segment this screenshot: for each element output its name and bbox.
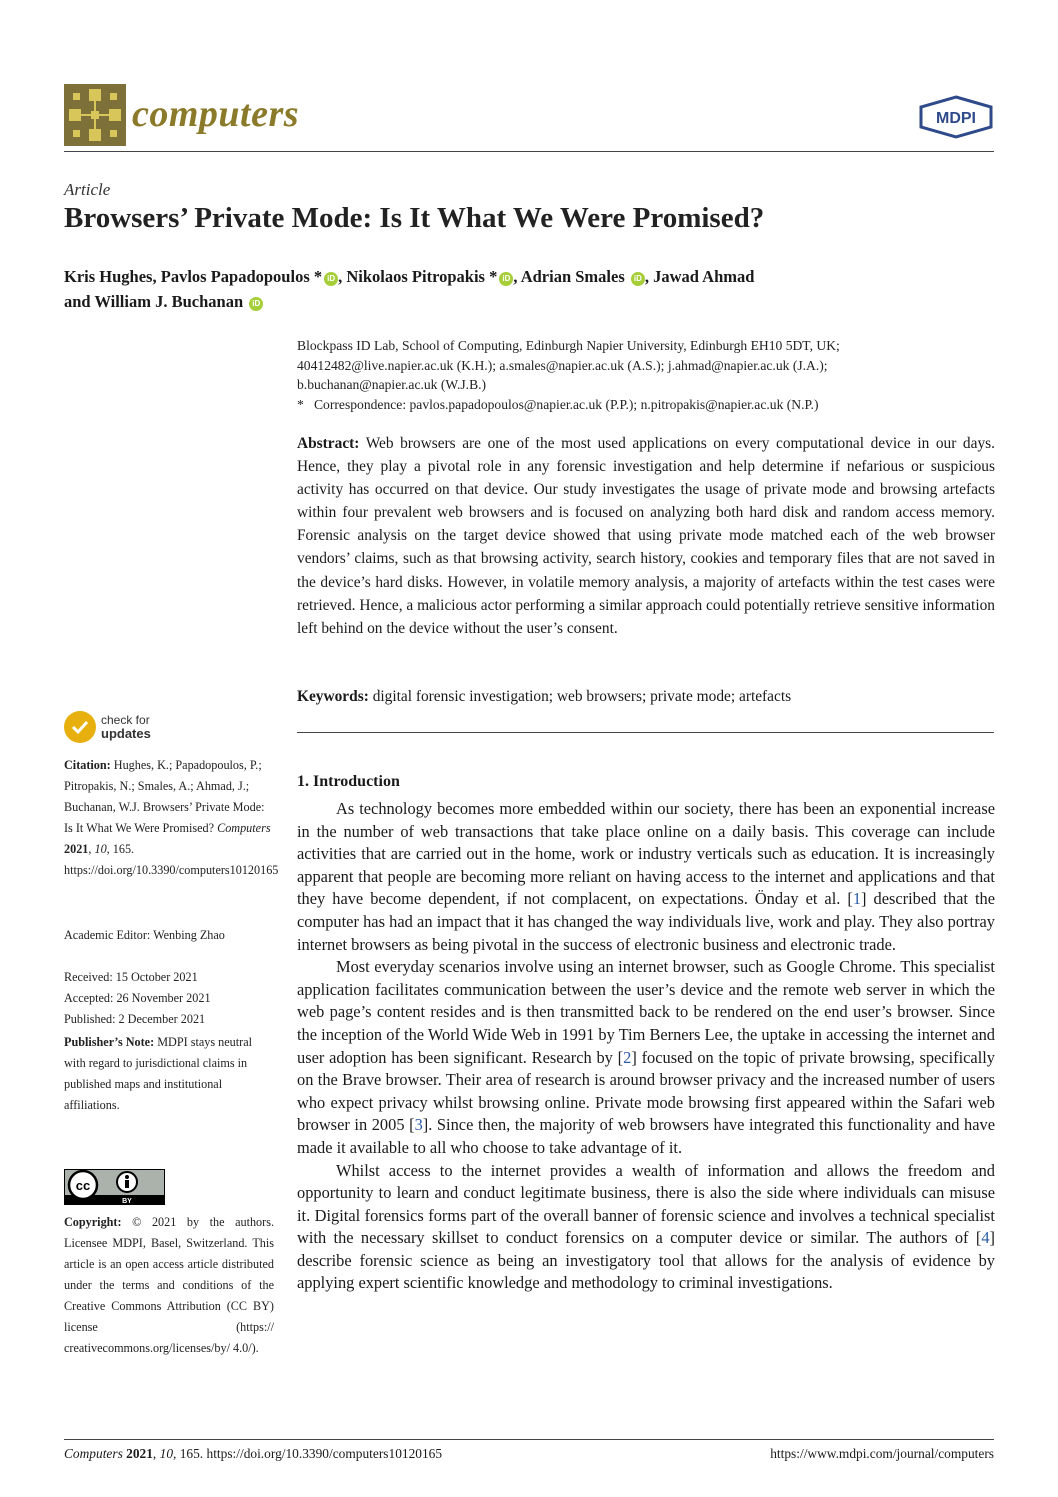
citation-year: 2021 [64, 842, 89, 856]
cc-by-label: BY [122, 1198, 132, 1205]
author-name[interactable]: Jawad Ahmad [653, 267, 755, 286]
journal-name: computers [132, 93, 300, 135]
author-name[interactable]: Pavlos Papadopoulos [160, 267, 310, 286]
section-heading: 1. Introduction [297, 773, 400, 790]
check-for-updates-button[interactable] [64, 711, 204, 747]
orcid-icon[interactable]: iD [249, 297, 263, 311]
orcid-icon[interactable]: iD [324, 272, 338, 286]
citation-block: Citation: Hughes, K.; Papadopoulos, P.; Pitropakis, N.; Smales, A.; Ahmad, J.; Buchanan, W.J. Browsers’ Private Mode: Is It What We Were Promised? Computers 2021, 10, 165. https://doi.org/10.3390/computers10120165 [64, 758, 279, 877]
svg-text:cc: cc [75, 1178, 91, 1193]
copyright-label: Copyright: [64, 1215, 122, 1229]
footer-journal-url[interactable]: https://www.mdpi.com/journal/computers [770, 1446, 994, 1461]
journal-logo [64, 84, 126, 146]
citation-doi[interactable]: , 165. https://doi.org/10.3390/computers10120165 [64, 842, 279, 877]
body-text [297, 798, 995, 1295]
citation-text: Hughes, K.; Papadopoulos, P.; Pitropakis, N.; Smales, A.; Ahmad, J.; Buchanan, W.J. Browsers’ Private Mode: Is It What We Were Promised? [64, 758, 265, 835]
paragraph [297, 956, 995, 1159]
abstract-label: Abstract: [297, 435, 360, 452]
orcid-icon[interactable]: iD [631, 272, 645, 286]
accepted-date: Accepted: 26 November 2021 [64, 991, 211, 1005]
footer-volume: 10 [159, 1446, 174, 1461]
section-rule [297, 732, 994, 733]
affiliation-line: Blockpass ID Lab, School of Computing, Edinburgh Napier University, Edinburgh EH10 5DT, UK; [297, 338, 840, 353]
abstract [297, 432, 995, 640]
publisher-note-text: MDPI stays neutral with regard to jurisdictional claims in published maps and institutional affiliations. [64, 1035, 252, 1112]
author-name[interactable]: Kris Hughes [64, 267, 153, 286]
correspondence: * Correspondence: pavlos.papadopoulos@napier.ac.uk (P.P.); n.pitropakis@napier.ac.uk (N.P.) [297, 396, 819, 412]
author-connector: and [64, 292, 91, 311]
affiliation-line: 40412482@live.napier.ac.uk (K.H.); a.smales@napier.ac.uk (A.S.); j.ahmad@napier.ac.uk (J.A.); [297, 357, 828, 373]
citation-journal: Computers [217, 821, 271, 835]
paragraph [297, 1160, 995, 1296]
received-date: Received: 15 October 2021 [64, 970, 198, 984]
keywords-label: Keywords: [297, 688, 369, 705]
text-run: As technology becomes more embedded within our society, there has been an exponential increase in the number of web transactions that take place online on a daily basis. This coverage can include activities that are carried out in the home, work or industry verticals such as education. It is increasingly apparent that people are becoming more reliant on having access to the internet and applications and that they have become dependent, if not complacent, on expectations. Önday et al. [ [297, 799, 995, 909]
text-run: ] described that the computer has had an impact that it has changed the way individuals live, work and play. They also portray internet browsers as being pivotal in the success of electronic business and electronic trade. [297, 889, 995, 954]
author-name[interactable]: William J. Buchanan [94, 292, 244, 311]
footer-doi-link[interactable]: , 165. https://doi.org/10.3390/computers10120165 [173, 1446, 443, 1461]
check-line: updates [101, 726, 151, 741]
author-mark: * [489, 267, 498, 286]
keywords-text: digital forensic investigation; web browsers; private mode; artefacts [372, 688, 792, 705]
affiliations [297, 336, 997, 414]
check-line: check for [101, 713, 150, 727]
copyright-notice [64, 1212, 274, 1359]
paragraph [297, 798, 995, 956]
abstract-text: Web browsers are one of the most used applications on every computational device in our days. Hence, they play a pivotal role in any forensic investigation and help determine if nefarious or suspicious activity has occurred on that device. Our study investigates the usage of private mode and browsing artefacts within four prevalent web browsers and is focused on analyzing both hard disk and random access memory. Forensic analysis on the target device showed that using private mode matched each of the web browser vendors’ claims, such as that browsing activity, search history, cookies and temporary files that are not saved in the device’s hard disks. However, in volatile memory analysis, a majority of artefacts within the test cases were retrieved. Hence, a malicious actor performing a similar approach could potentially retrieve sensitive information left behind on the device without the user’s consent. [297, 435, 995, 637]
footer-year: 2021 [126, 1446, 153, 1461]
header-rule [64, 151, 994, 152]
footer-journal: Computers [64, 1446, 123, 1461]
publisher-note [64, 1032, 274, 1116]
published-date: Published: 2 December 2021 [64, 1012, 206, 1026]
copyright-text: © 2021 by the authors. Licensee MDPI, Basel, Switzerland. This article is an open access article distributed under the terms and conditions of the Creative Commons Attribution (CC BY) license (https:// creativecommons.org/licenses/by/ 4.0/). [64, 1215, 274, 1355]
text-run: ] describe forensic science as being an investigatory tool that allows for the analysis of evidence by applying expert scientific knowledge and methodology to criminal investigations. [297, 1228, 995, 1293]
text-run: ] focused on the topic of private browsing, specifically on the Brave browser. Their area of research is around browser privacy and the increased number of users who expect privacy whilst browsing online. Private mode browsing first appeared within the Safari web browser in 2005 [ [297, 1047, 995, 1135]
publisher-name: MDPI [936, 110, 976, 127]
text-run: Most everyday scenarios involve using an internet browser, such as Google Chrome. This specialist application facilitates communication between the user’s device and the remote web server in which the web page’s content resides and is then transmitted back to be rendered on the end user’s browser. Since the inception of the World Wide Web in 1991 by Tim Berners Lee, the uptake in accessing the internet and user adoption has been significant. Research by [ [297, 957, 995, 1067]
text-run: ]. Since then, the majority of web browsers have integrated this functionality and have made it available to all who choose to take advantage of it. [297, 1115, 995, 1157]
affiliation-line: b.buchanan@napier.ac.uk (W.J.B.) [297, 377, 487, 392]
publication-dates [64, 967, 274, 1030]
cc-by-license-icon[interactable] [64, 1169, 165, 1205]
text-run: Whilst access to the internet provides a wealth of information and allows the freedom and opportunity to learn and conduct legitimate business, there is also the side where individuals can misuse it. Digital forensics forms part of the overall banner of forensic science and involves a technical specialist with the necessary skillset to conduct forensics on a computer device or similar. The authors of [ [297, 1160, 995, 1248]
author-name[interactable]: Adrian Smales [520, 267, 625, 286]
author-mark: * [313, 267, 323, 286]
check-for-updates-icon [64, 711, 96, 743]
citation-link[interactable]: 4 [981, 1228, 990, 1248]
author-list: Kris Hughes, Pavlos Papadopoulos * iD , Nikolaos Pitropakis * iD , Adrian Smales iD , Jawad Ahmad and William J. Buchanan iD [64, 267, 755, 311]
citation-link[interactable]: 2 [623, 1047, 632, 1067]
publisher-note-label: Publisher’s Note: [64, 1035, 155, 1049]
article-type: Article [64, 180, 111, 199]
citation-link[interactable]: 3 [414, 1115, 423, 1135]
footer-rule [64, 1439, 994, 1440]
academic-editor: Academic Editor: Wenbing Zhao [64, 928, 225, 942]
citation-link[interactable]: 1 [852, 889, 862, 909]
mdpi-logo [917, 95, 995, 139]
keywords [297, 685, 995, 708]
footer-citation: Computers 2021, 10, 165. https://doi.org/10.3390/computers10120165 [64, 1446, 443, 1461]
check-for-updates-label [101, 714, 151, 741]
orcid-icon[interactable]: iD [499, 272, 513, 286]
citation-volume: 10 [94, 842, 107, 856]
author-name[interactable]: Nikolaos Pitropakis [346, 267, 485, 286]
citation-label: Citation: [64, 758, 111, 772]
article-title: Browsers’ Private Mode: Is It What We Were Promised? [64, 202, 765, 234]
